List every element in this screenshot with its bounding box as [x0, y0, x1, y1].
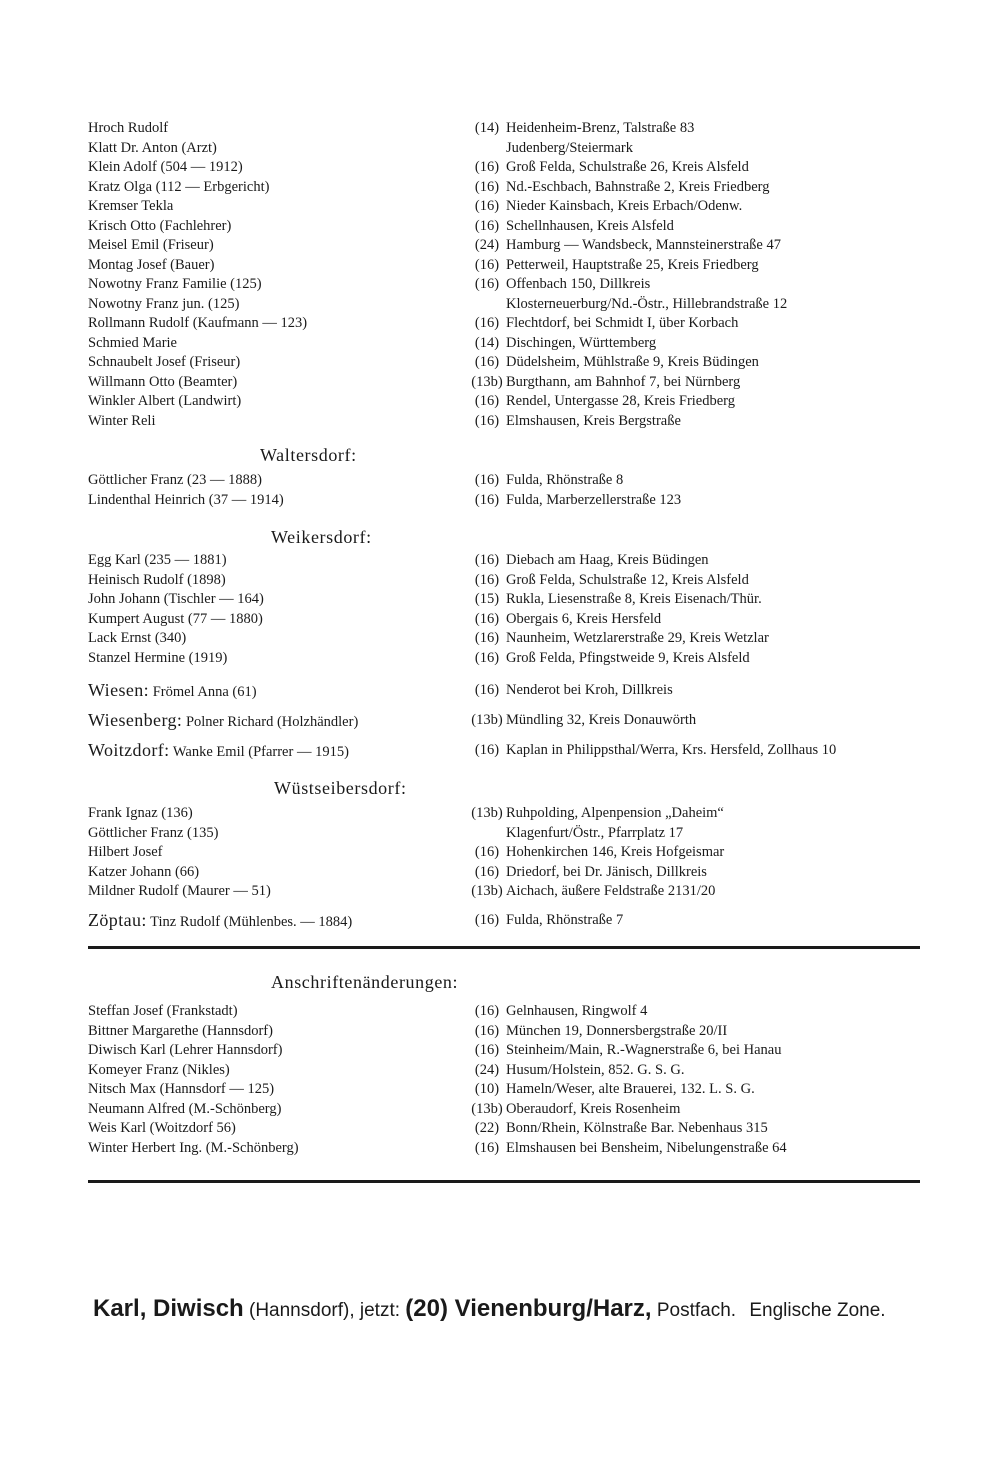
person-name: Lindenthal Heinrich (37 — 1914) — [88, 491, 284, 508]
list-item — [88, 333, 958, 353]
entry-address: Oberaudorf, Kreis Rosenheim — [506, 1100, 681, 1117]
person-name: Polner Richard (Holzhändler) — [185, 714, 359, 730]
entry-address: Hameln/Weser, alte Brauerei, 132. L. S. G. — [506, 1081, 755, 1097]
person-name: Klein Adolf (504 — 1912) — [88, 159, 243, 175]
person-name: Tinz Rudolf (Mühlenbes. — 1884) — [150, 914, 353, 930]
zone-code: (14) — [474, 334, 500, 351]
entry-address: Nenderot bei Kroh, Dillkreis — [506, 682, 673, 698]
person-name: Schnaubelt Josef (Friseur) — [88, 354, 241, 370]
footer-name: Karl, Diwisch — [93, 1295, 244, 1322]
person-name: Lack Ernst (340) — [88, 630, 187, 646]
person-name: Göttlicher Franz (23 — 1888) — [88, 472, 262, 488]
entry-address: Fulda, Rhönstraße 7 — [506, 912, 624, 928]
person-name: Komeyer Franz (Nikles) — [88, 1061, 230, 1078]
zone-code: (16) — [474, 863, 500, 880]
place-name: Zöptau: — [88, 910, 147, 930]
person-name: Hilbert Josef — [88, 844, 163, 860]
list-item — [88, 648, 958, 668]
entry-address: München 19, Donnersbergstraße 20/II — [506, 1022, 728, 1039]
entry-address: Elmshausen bei Bensheim, Nibelungenstraße 64 — [506, 1139, 787, 1156]
list-item — [88, 570, 958, 590]
list-item — [88, 1079, 958, 1099]
entry-address: Rukla, Liesenstraße 8, Kreis Eisenach/Thür. — [506, 591, 762, 607]
entry-address: Nd.-Eschbach, Bahnstraße 2, Kreis Friedberg — [506, 178, 770, 195]
list-item — [88, 609, 958, 629]
entry-address: Judenberg/Steiermark — [506, 139, 633, 156]
entry-address: Offenbach 150, Dillkreis — [506, 276, 651, 292]
person-name: Winkler Albert (Landwirt) — [88, 393, 242, 409]
list-item — [88, 490, 958, 510]
zone-code: (14) — [474, 120, 500, 136]
footer-notice — [93, 1292, 923, 1328]
entry-address: Dischingen, Württemberg — [506, 334, 657, 351]
zone-code: (16) — [474, 742, 500, 758]
person-name: Katzer Johann (66) — [88, 863, 200, 880]
list-item — [88, 372, 958, 392]
person-name: Hroch Rudolf — [88, 120, 169, 136]
zone-code: (16) — [474, 256, 500, 273]
entry-address: Burgthann, am Bahnhof 7, bei Nürnberg — [506, 373, 741, 390]
person-name: Winter Reli — [88, 412, 156, 429]
list-item — [88, 470, 958, 490]
person-name: Weis Karl (Woitzdorf 56) — [88, 1120, 236, 1136]
list-item — [88, 1001, 958, 1021]
footer-location: (20) Vienenburg/Harz, — [405, 1295, 652, 1322]
footer-postfach: Postfach. — [656, 1300, 737, 1321]
person-name: Steffan Josef (Frankstadt) — [88, 1003, 238, 1019]
list-item — [88, 157, 958, 177]
zone-code: (16) — [474, 1042, 500, 1058]
list-item — [88, 391, 958, 411]
list-item — [88, 803, 958, 823]
person-name: Nowotny Franz jun. (125) — [88, 295, 240, 312]
person-name: Frömel Anna (61) — [152, 684, 257, 700]
single-place-entry — [88, 708, 958, 732]
person-name: Kremser Tekla — [88, 198, 174, 214]
entry-address: Husum/Holstein, 852. G. S. G. — [506, 1061, 685, 1078]
zone-code: (16) — [474, 552, 500, 568]
zone-code: (13b) — [471, 805, 503, 821]
person-name: Diwisch Karl (Lehrer Hannsdorf) — [88, 1042, 283, 1058]
list-item — [88, 862, 958, 882]
entry-address: Fulda, Rhönstraße 8 — [506, 472, 624, 488]
zone-code: (13b) — [471, 373, 503, 390]
list-item — [88, 235, 958, 255]
entry-address: Düdelsheim, Mühlstraße 9, Kreis Büdingen — [506, 354, 759, 370]
entry-address: Hamburg — Wandsbeck, Mannsteinerstraße 47 — [506, 237, 781, 253]
person-name: Stanzel Hermine (1919) — [88, 649, 228, 666]
list-item — [88, 118, 958, 138]
list-item — [88, 255, 958, 275]
zone-code: (16) — [474, 491, 500, 508]
person-name: Schmied Marie — [88, 334, 177, 351]
place-name: Wiesenberg: — [88, 710, 183, 730]
zone-code: (16) — [474, 217, 500, 234]
entry-name — [88, 908, 352, 934]
divider-rule — [88, 946, 920, 949]
entry-address: Gelnhausen, Ringwolf 4 — [506, 1003, 648, 1019]
person-name: Mildner Rudolf (Maurer — 51) — [88, 883, 271, 899]
list-item — [88, 411, 958, 431]
person-name: Meisel Emil (Friseur) — [88, 237, 214, 253]
list-item — [88, 274, 958, 294]
list-item — [88, 1040, 958, 1060]
list-item — [88, 1099, 958, 1119]
entry-address: Bonn/Rhein, Kölnstraße Bar. Nebenhaus 315 — [506, 1120, 768, 1136]
place-name: Wiesen: — [88, 680, 150, 700]
zone-code: (13b) — [471, 883, 503, 899]
zone-code: (16) — [474, 1139, 500, 1156]
entry-address: Nieder Kainsbach, Kreis Erbach/Odenw. — [506, 198, 743, 214]
entry-address: Driedorf, bei Dr. Jänisch, Dillkreis — [506, 863, 707, 880]
person-name: Kratz Olga (112 — Erbgericht) — [88, 178, 270, 195]
entry-address: Aichach, äußere Feldstraße 2131/20 — [506, 883, 716, 899]
zone-code: (16) — [474, 276, 500, 292]
entry-address: Naunheim, Wetzlarerstraße 29, Kreis Wetzlar — [506, 630, 769, 646]
person-name: Heinisch Rudolf (1898) — [88, 571, 226, 588]
section-title-wuestseibersdorf: Wüstseibersdorf: — [274, 778, 407, 798]
zone-code: (22) — [474, 1120, 500, 1136]
list-item — [88, 313, 958, 333]
zone-code: (16) — [474, 315, 500, 331]
person-name: John Johann (Tischler — 164) — [88, 591, 264, 607]
person-name: Frank Ignaz (136) — [88, 805, 193, 821]
list-item — [88, 1060, 958, 1080]
zone-code: (24) — [474, 237, 500, 253]
list-item — [88, 628, 958, 648]
zone-code: (16) — [474, 844, 500, 860]
list-item — [88, 352, 958, 372]
section-title-waltersdorf: Waltersdorf: — [260, 445, 357, 465]
section-title-weikersdorf: Weikersdorf: — [271, 527, 372, 547]
entry-address: Groß Felda, Schulstraße 12, Kreis Alsfeld — [506, 571, 749, 588]
list-item — [88, 881, 958, 901]
list-item — [88, 138, 958, 158]
zone-code: (13b) — [471, 1100, 503, 1117]
entry-address: Klosterneuerburg/Nd.-Östr., Hillebrandstraße 12 — [506, 295, 788, 312]
zone-code: (15) — [474, 591, 500, 607]
section-title-changes: Anschriftenänderungen: — [271, 972, 459, 992]
entry-address: Groß Felda, Schulstraße 26, Kreis Alsfeld — [506, 159, 749, 175]
entry-address: Elmshausen, Kreis Bergstraße — [506, 412, 681, 429]
list-item — [88, 294, 958, 314]
list-item — [88, 196, 958, 216]
single-place-entry — [88, 678, 958, 702]
entry-address: Steinheim/Main, R.-Wagnerstraße 6, bei Hanau — [506, 1042, 782, 1058]
zone-code: (16) — [474, 630, 500, 646]
entry-address: Groß Felda, Pfingstweide 9, Kreis Alsfeld — [506, 649, 750, 666]
entry-address: Petterweil, Hauptstraße 25, Kreis Friedberg — [506, 256, 759, 273]
person-name: Willmann Otto (Beamter) — [88, 373, 238, 390]
list-item — [88, 823, 958, 843]
person-name: Wanke Emil (Pfarrer — 1915) — [172, 744, 349, 760]
entry-address: Fulda, Marberzellerstraße 123 — [506, 491, 682, 508]
list-item — [88, 550, 958, 570]
person-name: Göttlicher Franz (135) — [88, 824, 219, 841]
place-name: Woitzdorf: — [88, 740, 170, 760]
entry-address: Heidenheim-Brenz, Talstraße 83 — [506, 120, 695, 136]
footer-zone: Englische Zone. — [749, 1300, 886, 1321]
zone-code: (13b) — [471, 712, 503, 728]
entry-address: Obergais 6, Kreis Hersfeld — [506, 610, 662, 627]
zone-code: (16) — [474, 571, 500, 588]
entry-address: Diebach am Haag, Kreis Büdingen — [506, 552, 709, 568]
person-name: Egg Karl (235 — 1881) — [88, 552, 227, 568]
zone-code: (16) — [474, 354, 500, 370]
entry-address: Rendel, Untergasse 28, Kreis Friedberg — [506, 393, 735, 409]
zone-code: (16) — [474, 198, 500, 214]
zone-code: (16) — [474, 1022, 500, 1039]
zone-code: (16) — [474, 682, 500, 698]
divider-rule — [88, 1180, 920, 1183]
entry-address: Flechtdorf, bei Schmidt I, über Korbach — [506, 315, 739, 331]
zone-code: (16) — [474, 912, 500, 928]
person-name: Bittner Margarethe (Hannsdorf) — [88, 1022, 273, 1039]
entry-zoeptau — [88, 908, 958, 932]
entry-name — [88, 738, 349, 764]
entry-name — [88, 708, 358, 734]
zone-code: (16) — [474, 393, 500, 409]
list-item — [88, 1118, 958, 1138]
list-item — [88, 216, 958, 236]
person-name: Winter Herbert Ing. (M.-Schönberg) — [88, 1139, 299, 1156]
list-item — [88, 177, 958, 197]
footer-origin: (Hannsdorf), jetzt: — [249, 1300, 400, 1321]
list-item — [88, 842, 958, 862]
zone-code: (24) — [474, 1061, 500, 1078]
person-name: Nitsch Max (Hannsdorf — 125) — [88, 1081, 275, 1097]
single-place-entry — [88, 738, 958, 762]
zone-code: (16) — [474, 610, 500, 627]
list-item — [88, 1138, 958, 1158]
entry-address: Kaplan in Philippsthal/Werra, Krs. Hersfeld, Zollhaus 10 — [506, 742, 837, 758]
entry-address: Hohenkirchen 146, Kreis Hofgeismar — [506, 844, 725, 860]
person-name: Montag Josef (Bauer) — [88, 256, 215, 273]
person-name: Nowotny Franz Familie (125) — [88, 276, 262, 292]
person-name: Kumpert August (77 — 1880) — [88, 610, 263, 627]
person-name: Klatt Dr. Anton (Arzt) — [88, 139, 217, 156]
entry-name — [88, 678, 257, 704]
zone-code: (16) — [474, 1003, 500, 1019]
zone-code: (16) — [474, 649, 500, 666]
list-item — [88, 589, 958, 609]
zone-code: (10) — [474, 1081, 500, 1097]
zone-code: (16) — [474, 159, 500, 175]
entry-address: Ruhpolding, Alpenpension „Daheim“ — [506, 805, 724, 821]
zone-code: (16) — [474, 178, 500, 195]
entry-address: Klagenfurt/Östr., Pfarrplatz 17 — [506, 824, 684, 841]
list-item — [88, 1021, 958, 1041]
zone-code: (16) — [474, 412, 500, 429]
entry-address: Mündling 32, Kreis Donauwörth — [506, 712, 697, 728]
zone-code: (16) — [474, 472, 500, 488]
person-name: Rollmann Rudolf (Kaufmann — 123) — [88, 315, 308, 331]
entry-address: Schellnhausen, Kreis Alsfeld — [506, 217, 674, 234]
person-name: Neumann Alfred (M.-Schönberg) — [88, 1100, 282, 1117]
person-name: Krisch Otto (Fachlehrer) — [88, 217, 232, 234]
